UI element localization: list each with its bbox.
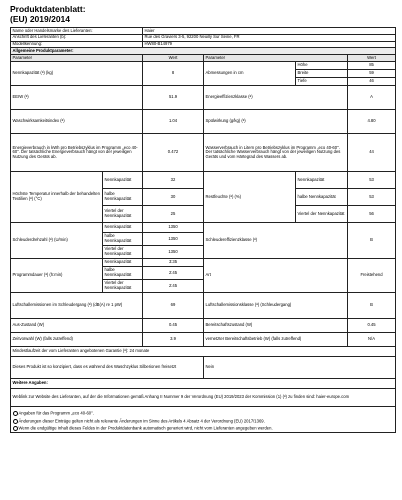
moist-quarter-value: 56 bbox=[348, 205, 396, 222]
eei-label: EEIW (ª) bbox=[11, 85, 143, 109]
noise-value: 69 bbox=[143, 292, 204, 318]
header-value-right: Wert bbox=[348, 55, 396, 62]
supplier-address-value: Rue des Graviers 3-5, 92200 Neuilly Sur Seine, FR bbox=[143, 34, 396, 41]
eei-row bbox=[11, 85, 396, 109]
header-value-left: Wert bbox=[143, 55, 204, 62]
temperature-label: Höchste Temperatur innerhalb der behandelten Textilien (ª) (°C) bbox=[11, 171, 103, 222]
supplier-name-label: Name oder Handelsmarke des Lieferanten: bbox=[11, 28, 143, 35]
moist-sub-full: Nennkapazität bbox=[296, 171, 348, 188]
supplier-name-value: Haier bbox=[143, 28, 396, 35]
spin-class-value: B bbox=[348, 222, 396, 258]
dur-quarter-value: 2:45 bbox=[143, 279, 204, 292]
dur-full-value: 3:35 bbox=[143, 258, 204, 266]
height-label: Höhe bbox=[296, 61, 348, 69]
dur-sub-full: Nennkapazität bbox=[103, 258, 143, 266]
moisture-label: Restfeuchte (ª) (%) bbox=[204, 171, 296, 222]
header-param-right: Parameter bbox=[204, 55, 348, 62]
width-label: Breite bbox=[296, 69, 348, 77]
temp-quarter-value: 25 bbox=[143, 205, 204, 222]
off-mode-value: 0.45 bbox=[143, 318, 204, 332]
silver-ions-label: Dieses Produkt ist so konzipiert, dass es während des Waschzyklus Silberionen freisetzt bbox=[11, 356, 204, 378]
spin-sub-quarter: Viertel der Nennkapazität bbox=[103, 245, 143, 258]
rinse-label: Spülwirkung (g/kg) (ª) bbox=[204, 109, 348, 133]
title-line-1: Produktdatenblatt: bbox=[10, 4, 86, 14]
water-consumption-label: Wasserverbrauch in Litern pro Betriebszyklus im Programm „eco 40-60". Der tatsächliche Wasserverbrauch hängt von der jeweiligen Nutzung des Geräts und vom Härtegrad des Wassers ab. bbox=[204, 133, 348, 171]
spin-row-1 bbox=[11, 222, 396, 232]
dur-half-value: 2:45 bbox=[143, 266, 204, 279]
capacity-label: Nennkapazität (ª) (kg) bbox=[11, 61, 143, 85]
temp-half-value: 30 bbox=[143, 188, 204, 205]
networked-standby-label: vernetzter Bereitschaftsbetrieb (W) (falls zutreffend) bbox=[204, 332, 348, 346]
footnote-3-text: Wenn die endgültige Inhalt dieses Feldes in der Produktdatenbank automatisch generiert wird, nicht vom Lieferanten angegeben werden. bbox=[18, 425, 273, 431]
footnote-3 bbox=[13, 426, 394, 431]
spin-sub-full: Nennkapazität bbox=[103, 222, 143, 232]
depth-value: 46 bbox=[348, 77, 396, 85]
supplier-address-row bbox=[11, 34, 396, 41]
temp-sub-half: halbe Nennkapazität bbox=[103, 188, 143, 205]
noise-label: Luftschallemissionen im Schleudergang (ª) (dB(A) re 1 pW) bbox=[11, 292, 143, 318]
footnote-1-text: Angaben für das Programm „eco 40-60". bbox=[18, 410, 94, 416]
dur-sub-half: halbe Nennkapazität bbox=[103, 266, 143, 279]
moist-full-value: 53 bbox=[348, 171, 396, 188]
rinse-value: 4.80 bbox=[348, 109, 396, 133]
dimensions-label: Abmessungen in cm bbox=[204, 61, 296, 85]
section-general-row bbox=[11, 48, 396, 55]
document-title bbox=[10, 4, 86, 24]
consumption-row bbox=[11, 133, 396, 171]
further-info-heading: Weitere Angaben: bbox=[11, 378, 396, 388]
delay-start-value: 3.9 bbox=[143, 332, 204, 346]
type-label: Art bbox=[204, 258, 348, 292]
further-info-row bbox=[11, 388, 396, 406]
model-value: HW80-B14979 bbox=[143, 41, 396, 48]
temp-full-value: 32 bbox=[143, 171, 204, 188]
depth-label: Tiefe bbox=[296, 77, 348, 85]
datasheet-table bbox=[10, 27, 396, 433]
delay-row bbox=[11, 332, 396, 346]
water-consumption-value: 44 bbox=[348, 133, 396, 171]
silver-ions-value: Nein bbox=[204, 356, 396, 378]
spin-quarter-value: 1350 bbox=[143, 245, 204, 258]
temp-sub-quarter: Viertel der Nennkapazität bbox=[103, 205, 143, 222]
energy-consumption-label: Energieverbrauch in kWh pro Betriebszyklus im Programm „eco 40-60". Der tatsächliche Energieverbrauch hängt von der jeweiligen Nutzung des Geräts ab. bbox=[11, 133, 143, 171]
noise-class-label: Luftschallemissionsklasse (ª) (Schleudergang) bbox=[204, 292, 348, 318]
footnotes bbox=[11, 406, 396, 432]
off-mode-row bbox=[11, 318, 396, 332]
spin-half-value: 1350 bbox=[143, 232, 204, 245]
warranty-row bbox=[11, 346, 396, 356]
noise-row bbox=[11, 292, 396, 318]
model-label: Modellkennung: bbox=[11, 41, 143, 48]
wash-row bbox=[11, 109, 396, 133]
warranty-text: Mindestlaufzeit der vom Lieferanten angebotenen Garantie (ª): 24 monate bbox=[11, 346, 396, 356]
width-value: 59 bbox=[348, 69, 396, 77]
silver-ions-row bbox=[11, 356, 396, 378]
energy-class-label: Energieeffizienzklasse (ª) bbox=[204, 85, 348, 109]
temperature-row-1 bbox=[11, 171, 396, 188]
moist-sub-quarter: Viertel der Nennkapazität bbox=[296, 205, 348, 222]
spin-class-label: Schleudereffizienzklasse (ª) bbox=[204, 222, 348, 258]
delay-start-label: Zeitvorwahl (W) (falls zutreffend) bbox=[11, 332, 143, 346]
dur-sub-quarter: Viertel der Nennkapazität bbox=[103, 279, 143, 292]
further-info-heading-row bbox=[11, 378, 396, 388]
spin-sub-half: halbe Nennkapazität bbox=[103, 232, 143, 245]
wash-index-label: Waschwirksamkeitsindex (ª) bbox=[11, 109, 143, 133]
wash-index-value: 1.04 bbox=[143, 109, 204, 133]
temp-sub-full: Nennkapazität bbox=[103, 171, 143, 188]
spin-full-value: 1350 bbox=[143, 222, 204, 232]
footnote-marker-icon bbox=[13, 426, 18, 431]
footnotes-row bbox=[11, 406, 396, 432]
supplier-name-row bbox=[11, 28, 396, 35]
eei-value: 51.9 bbox=[143, 85, 204, 109]
model-row bbox=[11, 41, 396, 48]
energy-class-value: A bbox=[348, 85, 396, 109]
capacity-row-1 bbox=[11, 61, 396, 69]
height-value: 85 bbox=[348, 61, 396, 69]
duration-row-1 bbox=[11, 258, 396, 266]
supplier-address-label: Anschrift des Lieferanten (b): bbox=[11, 34, 143, 41]
footnote-marker-icon bbox=[13, 411, 18, 416]
networked-standby-value: N/A bbox=[348, 332, 396, 346]
header-row bbox=[11, 55, 396, 62]
noise-class-value: B bbox=[348, 292, 396, 318]
type-value: Freistehend bbox=[348, 258, 396, 292]
spin-speed-label: Schleuderdrehzahl (ª) (U/min) bbox=[11, 222, 103, 258]
duration-label: Programmdauer (ª) (h:min) bbox=[11, 258, 103, 292]
moist-half-value: 53 bbox=[348, 188, 396, 205]
standby-value: 0.45 bbox=[348, 318, 396, 332]
capacity-value: 8 bbox=[143, 61, 204, 85]
header-param-left: Parameter bbox=[11, 55, 143, 62]
footnote-2-text: Änderungen dieser Einträge gelten nicht als relevante Änderungen im Sinne des Artikels 4 Absatz 4 der Verordnung (EU) 2017/1369. bbox=[18, 418, 265, 424]
standby-label: Bereitschaftszustand (W) bbox=[204, 318, 348, 332]
moist-sub-half: halbe Nennkapazität bbox=[296, 188, 348, 205]
footnote-marker-icon bbox=[13, 419, 18, 424]
off-mode-label: Aus-Zustand (W) bbox=[11, 318, 143, 332]
section-general-heading: Allgemeine Produktparameter: bbox=[11, 48, 396, 55]
further-info-text: Weblink zur Website des Lieferanten, auf der die Informationen gemäß Anhang II Nummer 9 der Verordnung (EU) 2019/2023 der Kommission (1) (ª) zu finden sind: haier-europe.com bbox=[11, 388, 396, 406]
energy-consumption-value: 0.472 bbox=[143, 133, 204, 171]
title-line-2: (EU) 2019/2014 bbox=[10, 14, 71, 24]
